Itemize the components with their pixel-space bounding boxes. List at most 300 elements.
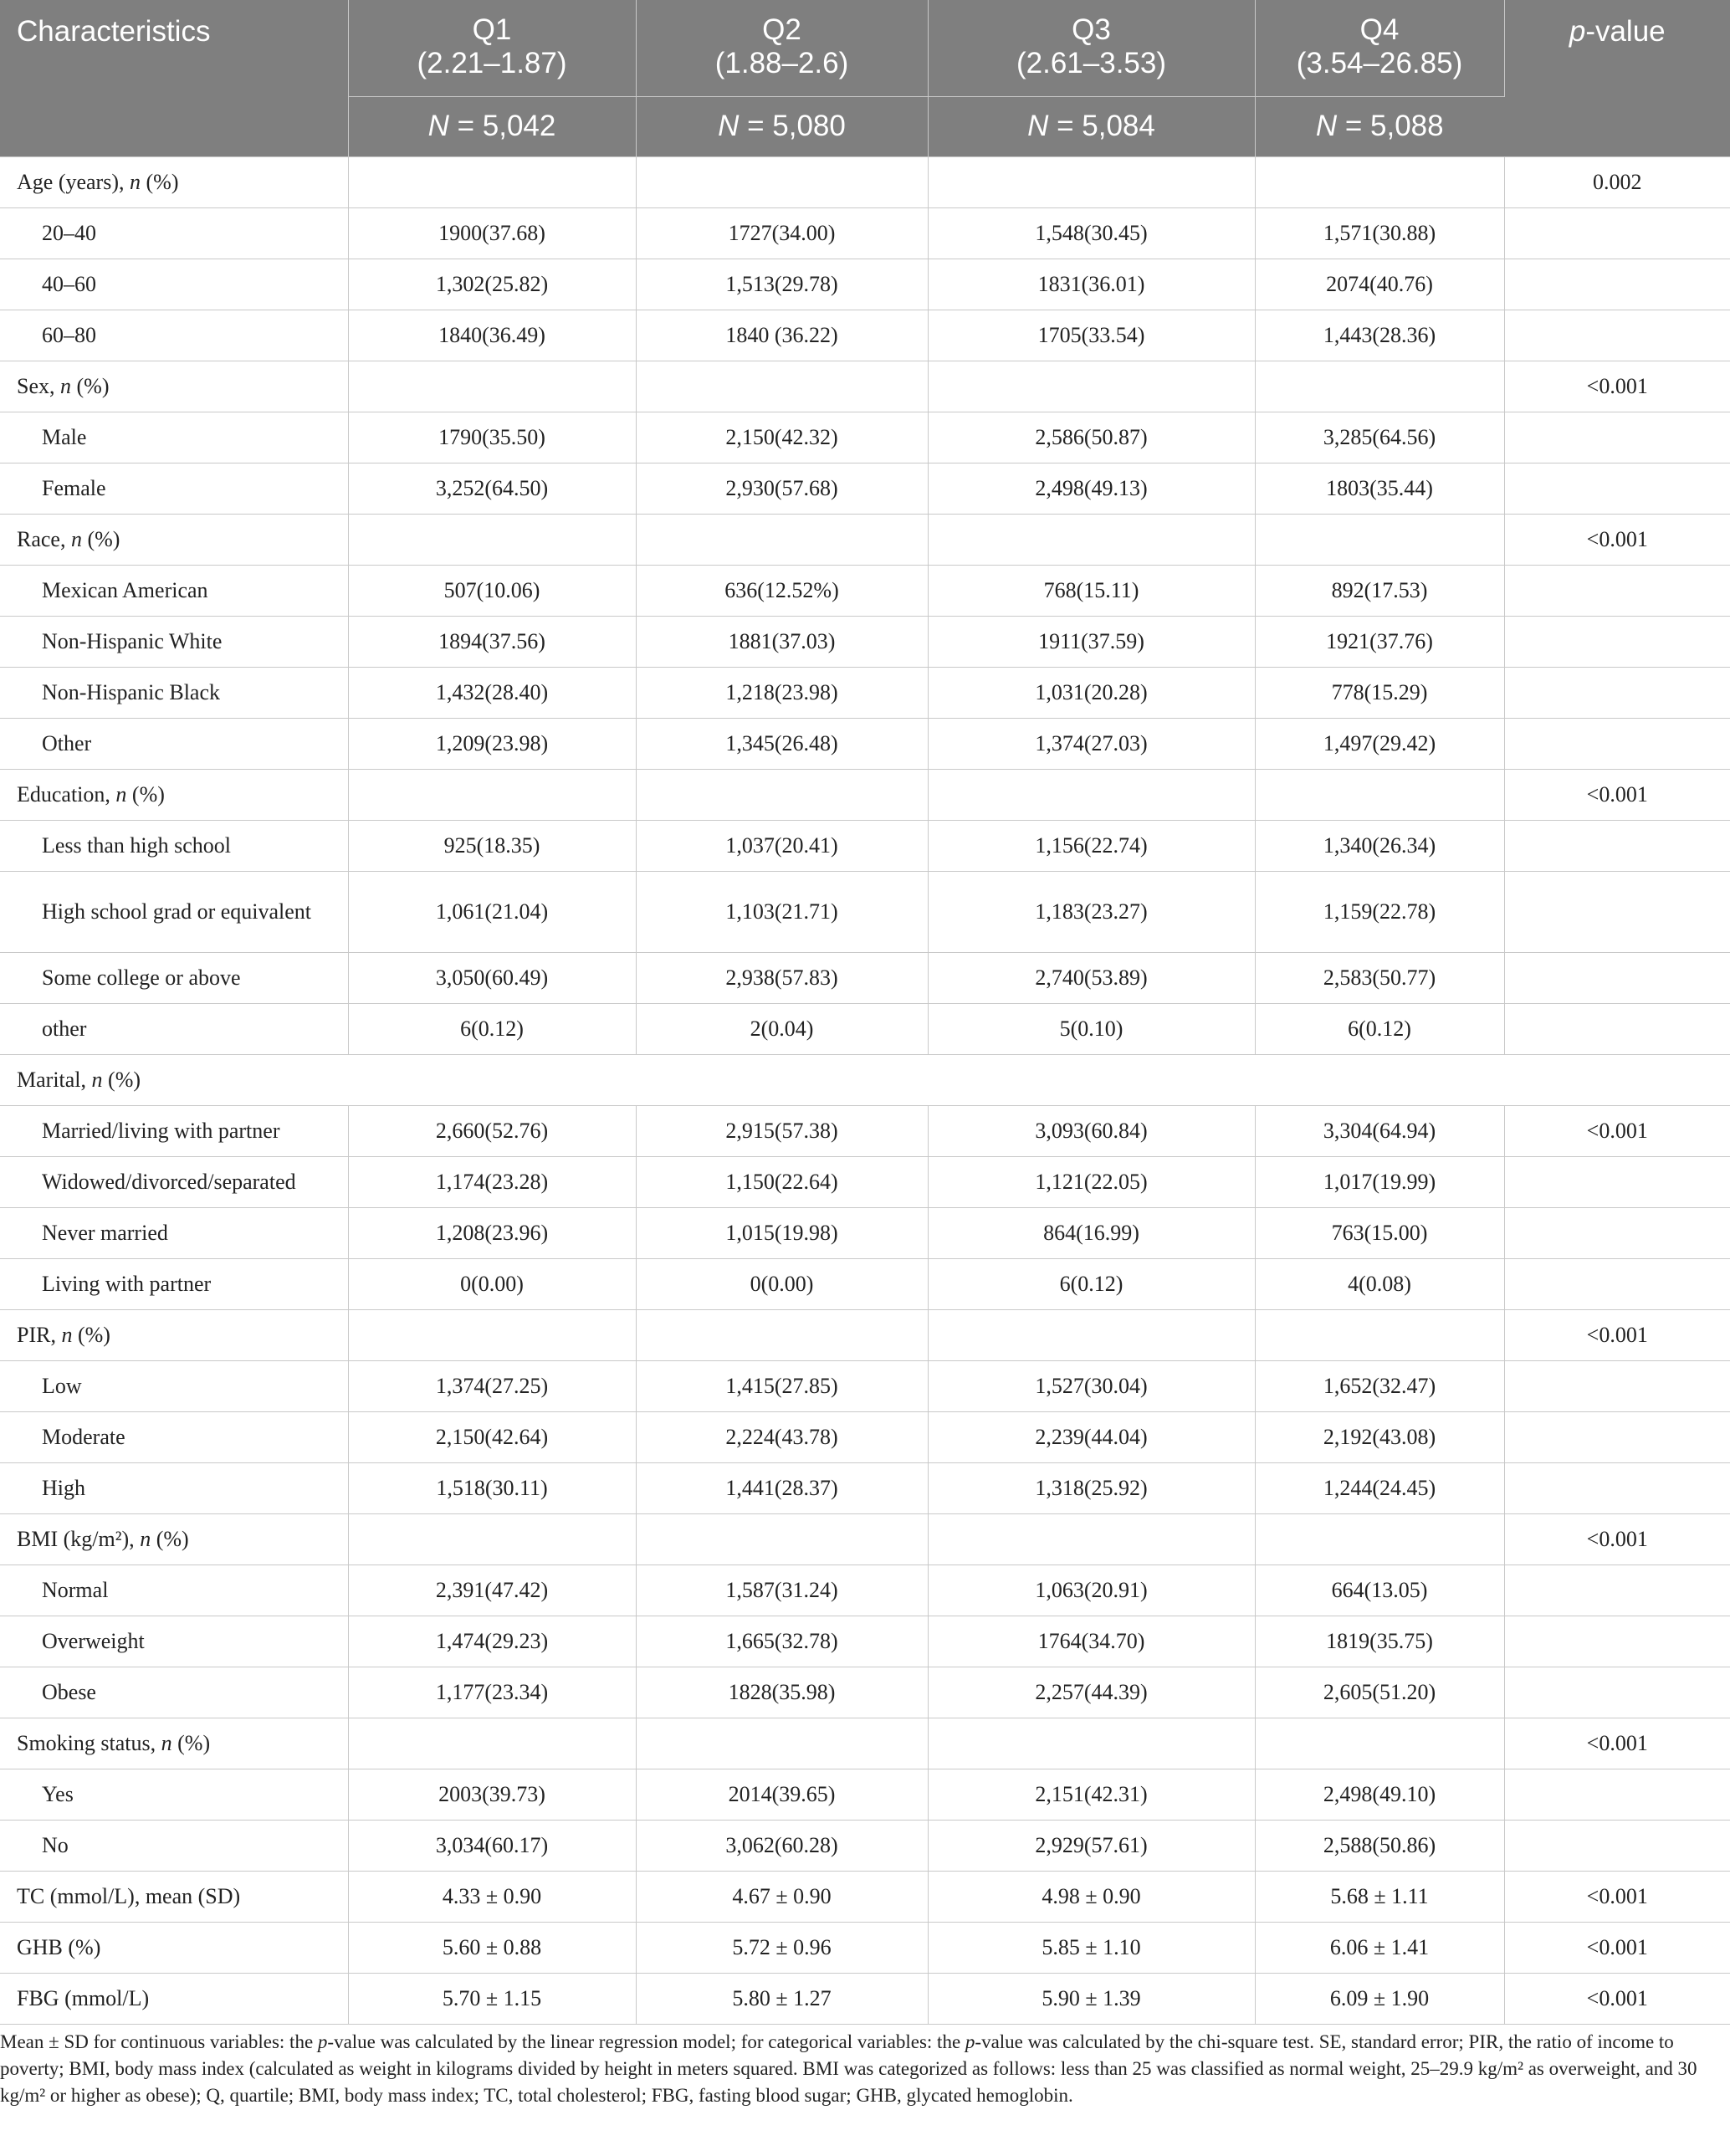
value-cell-q1: 2,391(47.42) <box>348 1565 636 1616</box>
table-row <box>0 1718 1730 1769</box>
value-cell-q2 <box>636 361 928 412</box>
table-row <box>0 1565 1730 1616</box>
row-label: Widowed/divorced/separated <box>42 1169 296 1194</box>
row-label-italic: n <box>70 526 82 551</box>
value-cell-q3: 1,548(30.45) <box>928 207 1255 259</box>
pvalue-cell <box>1504 1820 1730 1871</box>
value-cell-q4: 1921(37.76) <box>1255 616 1504 667</box>
value-cell-q3: 864(16.99) <box>928 1207 1255 1258</box>
row-label: Age (years), <box>17 169 130 194</box>
value-cell-q4: 1,443(28.36) <box>1255 310 1504 361</box>
value-cell-q3 <box>928 769 1255 820</box>
row-label-cell <box>0 1054 1730 1105</box>
value-cell-q2: 1,218(23.98) <box>636 667 928 718</box>
row-label-cell <box>0 1973 348 2024</box>
pvalue-cell <box>1504 310 1730 361</box>
value-cell-q4: 1,571(30.88) <box>1255 207 1504 259</box>
header-q1-range: (2.21–1.87) <box>417 47 567 79</box>
row-label-cell <box>0 1513 348 1565</box>
table-row <box>0 1513 1730 1565</box>
value-cell-q4 <box>1255 769 1504 820</box>
value-cell-q3: 768(15.11) <box>928 565 1255 616</box>
pvalue-cell: <0.001 <box>1504 1718 1730 1769</box>
table-row <box>0 1411 1730 1462</box>
table-row <box>0 361 1730 412</box>
row-label-cell <box>0 1003 348 1054</box>
value-cell-q3: 2,257(44.39) <box>928 1667 1255 1718</box>
value-cell-q3: 4.98 ± 0.90 <box>928 1871 1255 1922</box>
header-q2-n <box>636 96 928 156</box>
value-cell-q1: 2003(39.73) <box>348 1769 636 1820</box>
row-label: High <box>42 1475 85 1500</box>
row-label-cell <box>0 820 348 871</box>
value-cell-q2: 1,037(20.41) <box>636 820 928 871</box>
table-row <box>0 310 1730 361</box>
value-cell-q4 <box>1255 156 1504 207</box>
header-q1-n <box>348 96 636 156</box>
row-label-italic: n <box>161 1730 172 1755</box>
value-cell-q3: 1831(36.01) <box>928 259 1255 310</box>
row-label: TC (mmol/L), mean (SD) <box>17 1883 241 1908</box>
row-label: Sex, <box>17 373 60 398</box>
pvalue-cell <box>1504 1462 1730 1513</box>
value-cell-q1: 1900(37.68) <box>348 207 636 259</box>
footnote-italic2: p <box>965 2031 975 2052</box>
table-row <box>0 412 1730 463</box>
value-cell-q2: 1881(37.03) <box>636 616 928 667</box>
value-cell-q4: 2,588(50.86) <box>1255 1820 1504 1871</box>
value-cell-q2: 2,938(57.83) <box>636 952 928 1003</box>
value-cell-q3: 1,527(30.04) <box>928 1360 1255 1411</box>
row-label-cell <box>0 565 348 616</box>
row-label-cell <box>0 1871 348 1922</box>
pvalue-cell <box>1504 1207 1730 1258</box>
pvalue-cell <box>1504 1565 1730 1616</box>
row-label-cell <box>0 1156 348 1207</box>
table-body <box>0 156 1730 2024</box>
value-cell-q4: 1,017(19.99) <box>1255 1156 1504 1207</box>
row-label: FBG (mmol/L) <box>17 1985 150 2010</box>
row-label-cell <box>0 1769 348 1820</box>
value-cell-q1 <box>348 1309 636 1360</box>
value-cell-q2: 1,150(22.64) <box>636 1156 928 1207</box>
table-row <box>0 1258 1730 1309</box>
value-cell-q1: 1,208(23.96) <box>348 1207 636 1258</box>
pvalue-cell <box>1504 1769 1730 1820</box>
pvalue-cell: <0.001 <box>1504 1973 1730 2024</box>
row-label: High school grad or equivalent <box>42 899 312 924</box>
row-label-cell <box>0 871 348 952</box>
value-cell-q2: 1,441(28.37) <box>636 1462 928 1513</box>
value-cell-q3: 1,031(20.28) <box>928 667 1255 718</box>
value-cell-q4: 1819(35.75) <box>1255 1616 1504 1667</box>
value-cell-q3: 1,183(23.27) <box>928 871 1255 952</box>
header-pvalue <box>1504 0 1730 156</box>
value-cell-q2: 1,587(31.24) <box>636 1565 928 1616</box>
value-cell-q3: 1,156(22.74) <box>928 820 1255 871</box>
value-cell-q4: 778(15.29) <box>1255 667 1504 718</box>
header-q3-range: (2.61–3.53) <box>1016 47 1167 79</box>
row-label: Overweight <box>42 1628 145 1653</box>
value-cell-q1: 1894(37.56) <box>348 616 636 667</box>
pvalue-cell: <0.001 <box>1504 514 1730 565</box>
value-cell-q4: 1,340(26.34) <box>1255 820 1504 871</box>
value-cell-q3: 1764(34.70) <box>928 1616 1255 1667</box>
row-label: Non-Hispanic White <box>42 628 223 653</box>
table-row <box>0 769 1730 820</box>
row-label-italic: n <box>60 373 71 398</box>
row-label-italic: n <box>130 169 141 194</box>
value-cell-q2: 1828(35.98) <box>636 1667 928 1718</box>
header-q2-name: Q2 <box>762 13 801 46</box>
row-label-italic: n <box>91 1067 103 1092</box>
value-cell-q4 <box>1255 361 1504 412</box>
footnote-italic1: p <box>317 2031 328 2052</box>
header-q3-n-value: = 5,084 <box>1048 109 1155 142</box>
header-pvalue-rest: -value <box>1585 15 1666 48</box>
value-cell-q3: 2,151(42.31) <box>928 1769 1255 1820</box>
value-cell-q2: 1,345(26.48) <box>636 718 928 769</box>
header-q4-n-label: N <box>1315 109 1338 142</box>
value-cell-q4: 3,304(64.94) <box>1255 1105 1504 1156</box>
value-cell-q1: 1790(35.50) <box>348 412 636 463</box>
value-cell-q4: 763(15.00) <box>1255 1207 1504 1258</box>
row-label-cell <box>0 1105 348 1156</box>
table-row <box>0 259 1730 310</box>
pvalue-cell <box>1504 1411 1730 1462</box>
value-cell-q3: 3,093(60.84) <box>928 1105 1255 1156</box>
value-cell-q4: 2,192(43.08) <box>1255 1411 1504 1462</box>
value-cell-q2 <box>636 1718 928 1769</box>
value-cell-q4: 2,498(49.10) <box>1255 1769 1504 1820</box>
header-q3-n-label: N <box>1027 109 1049 142</box>
pvalue-cell <box>1504 412 1730 463</box>
header-q4-n-value: = 5,088 <box>1337 109 1444 142</box>
row-label: Moderate <box>42 1424 125 1449</box>
value-cell-q1: 1,061(21.04) <box>348 871 636 952</box>
table-row <box>0 1769 1730 1820</box>
row-label-cell <box>0 156 348 207</box>
header-q3-n <box>928 96 1255 156</box>
value-cell-q1: 0(0.00) <box>348 1258 636 1309</box>
value-cell-q2: 5.72 ± 0.96 <box>636 1922 928 1973</box>
table-row <box>0 156 1730 207</box>
value-cell-q3: 1,318(25.92) <box>928 1462 1255 1513</box>
row-label: BMI (kg/m²), <box>17 1526 141 1551</box>
table-row <box>0 1871 1730 1922</box>
table-row <box>0 1156 1730 1207</box>
pvalue-cell <box>1504 1360 1730 1411</box>
value-cell-q1: 925(18.35) <box>348 820 636 871</box>
value-cell-q3 <box>928 361 1255 412</box>
value-cell-q2: 1,415(27.85) <box>636 1360 928 1411</box>
row-label: No <box>42 1832 69 1857</box>
value-cell-q4 <box>1255 1309 1504 1360</box>
pvalue-cell <box>1504 1003 1730 1054</box>
value-cell-q2 <box>636 1309 928 1360</box>
pvalue-cell <box>1504 952 1730 1003</box>
row-label-cell <box>0 769 348 820</box>
row-label-tail: (%) <box>81 526 120 551</box>
row-label-cell <box>0 463 348 514</box>
row-label: Marital, <box>17 1067 92 1092</box>
value-cell-q1 <box>348 769 636 820</box>
row-label-tail: (%) <box>171 1730 211 1755</box>
value-cell-q2 <box>636 156 928 207</box>
row-label-cell <box>0 259 348 310</box>
row-label-italic: n <box>140 1526 151 1551</box>
row-label-italic: n <box>115 781 127 807</box>
pvalue-cell: <0.001 <box>1504 1105 1730 1156</box>
value-cell-q4 <box>1255 514 1504 565</box>
row-label-cell <box>0 1616 348 1667</box>
value-cell-q4: 1803(35.44) <box>1255 463 1504 514</box>
value-cell-q4: 2,605(51.20) <box>1255 1667 1504 1718</box>
value-cell-q2: 1,513(29.78) <box>636 259 928 310</box>
pvalue-cell: <0.001 <box>1504 1922 1730 1973</box>
value-cell-q3 <box>928 156 1255 207</box>
value-cell-q2: 1,103(21.71) <box>636 871 928 952</box>
value-cell-q1: 507(10.06) <box>348 565 636 616</box>
row-label: Race, <box>17 526 71 551</box>
row-label-italic: n <box>61 1322 73 1347</box>
table-row <box>0 871 1730 952</box>
pvalue-cell: <0.001 <box>1504 1513 1730 1565</box>
value-cell-q3: 5(0.10) <box>928 1003 1255 1054</box>
value-cell-q1: 2,150(42.64) <box>348 1411 636 1462</box>
row-label: Male <box>42 424 87 449</box>
value-cell-q1 <box>348 156 636 207</box>
header-characteristics <box>0 0 348 156</box>
value-cell-q4: 6.09 ± 1.90 <box>1255 1973 1504 2024</box>
table-row <box>0 1820 1730 1871</box>
table-row <box>0 463 1730 514</box>
value-cell-q3 <box>928 514 1255 565</box>
value-cell-q3: 1,374(27.03) <box>928 718 1255 769</box>
row-label: 40–60 <box>42 271 96 296</box>
header-q4-range: (3.54–26.85) <box>1296 47 1463 79</box>
value-cell-q4 <box>1255 1718 1504 1769</box>
pvalue-cell <box>1504 1616 1730 1667</box>
header-q1-n-value: = 5,042 <box>448 109 556 142</box>
value-cell-q2: 4.67 ± 0.90 <box>636 1871 928 1922</box>
table-row <box>0 718 1730 769</box>
row-label: Married/living with partner <box>42 1118 280 1143</box>
pvalue-cell <box>1504 1156 1730 1207</box>
value-cell-q2: 2(0.04) <box>636 1003 928 1054</box>
row-label-cell <box>0 1718 348 1769</box>
header-q2 <box>636 0 928 96</box>
footnote-part1: Mean ± SD for continuous variables: the <box>0 2031 318 2052</box>
pvalue-cell <box>1504 616 1730 667</box>
row-label-tail: (%) <box>151 1526 189 1551</box>
pvalue-cell: <0.001 <box>1504 1309 1730 1360</box>
row-label-cell <box>0 1565 348 1616</box>
table-row <box>0 1616 1730 1667</box>
value-cell-q4: 3,285(64.56) <box>1255 412 1504 463</box>
table-footnote <box>0 2029 1723 2109</box>
value-cell-q3: 1705(33.54) <box>928 310 1255 361</box>
pvalue-cell <box>1504 820 1730 871</box>
pvalue-cell <box>1504 565 1730 616</box>
value-cell-q1: 1,474(29.23) <box>348 1616 636 1667</box>
row-label: GHB (%) <box>17 1934 101 1959</box>
header-q4-name: Q4 <box>1359 13 1400 46</box>
pvalue-cell <box>1504 871 1730 952</box>
value-cell-q4: 5.68 ± 1.11 <box>1255 1871 1504 1922</box>
header-q1-name: Q1 <box>472 13 512 46</box>
row-label: Normal <box>42 1577 109 1602</box>
row-label: Living with partner <box>42 1271 212 1296</box>
table-row <box>0 1003 1730 1054</box>
table-header <box>0 0 1730 156</box>
row-label: Mexican American <box>42 577 208 602</box>
table-row <box>0 1105 1730 1156</box>
pvalue-cell <box>1504 259 1730 310</box>
value-cell-q1 <box>348 1513 636 1565</box>
value-cell-q2: 1727(34.00) <box>636 207 928 259</box>
row-label: other <box>42 1016 87 1041</box>
value-cell-q1: 3,252(64.50) <box>348 463 636 514</box>
header-q2-range: (1.88–2.6) <box>714 47 849 79</box>
row-label-cell <box>0 514 348 565</box>
value-cell-q4 <box>1255 1513 1504 1565</box>
row-label-cell <box>0 310 348 361</box>
row-label-cell <box>0 1411 348 1462</box>
header-q3 <box>928 0 1255 96</box>
row-label-cell <box>0 207 348 259</box>
pvalue-cell: <0.001 <box>1504 1871 1730 1922</box>
value-cell-q3: 1,063(20.91) <box>928 1565 1255 1616</box>
row-label-cell <box>0 616 348 667</box>
pvalue-cell: <0.001 <box>1504 361 1730 412</box>
table-row <box>0 1309 1730 1360</box>
value-cell-q1 <box>348 514 636 565</box>
row-label: PIR, <box>17 1322 62 1347</box>
footnote-part2: -value was calculated by the linear regression model; for categorical variables: the <box>327 2031 965 2052</box>
pvalue-cell: <0.001 <box>1504 769 1730 820</box>
row-label: Less than high school <box>42 832 232 858</box>
pvalue-cell <box>1504 667 1730 718</box>
row-label-tail: (%) <box>102 1067 141 1092</box>
row-label-cell <box>0 1258 348 1309</box>
table-row <box>0 1922 1730 1973</box>
row-label-cell <box>0 1360 348 1411</box>
value-cell-q3: 2,239(44.04) <box>928 1411 1255 1462</box>
value-cell-q4: 4(0.08) <box>1255 1258 1504 1309</box>
footnote-part3: -value was calculated by the chi-square test. SE, standard error; PIR, the ratio of income to poverty; BMI, body mass index (calculated as weight in kilograms divided by height in meters squared. BMI was categorized as follows: less than 25 was classified as normal weight, 25–29.9 kg/m² as overweight, and 30 kg/m² or higher as obese); Q, quartile; BMI, body mass index; TC, total cholesterol; FBG, fasting blood sugar; GHB, glycated hemoglobin. <box>0 2031 1697 2106</box>
value-cell-q1: 6(0.12) <box>348 1003 636 1054</box>
value-cell-q1: 5.60 ± 0.88 <box>348 1922 636 1973</box>
row-label-tail: (%) <box>126 781 165 807</box>
header-q4 <box>1255 0 1504 96</box>
value-cell-q1: 3,034(60.17) <box>348 1820 636 1871</box>
value-cell-q3 <box>928 1513 1255 1565</box>
value-cell-q2: 1840 (36.22) <box>636 310 928 361</box>
value-cell-q1 <box>348 1718 636 1769</box>
value-cell-q1: 1,174(23.28) <box>348 1156 636 1207</box>
row-label: Other <box>42 730 92 755</box>
row-label-cell <box>0 667 348 718</box>
table-row <box>0 1360 1730 1411</box>
header-q2-n-value: = 5,080 <box>739 109 846 142</box>
row-label-cell <box>0 1667 348 1718</box>
value-cell-q1: 3,050(60.49) <box>348 952 636 1003</box>
value-cell-q3: 2,586(50.87) <box>928 412 1255 463</box>
row-label: Never married <box>42 1220 168 1245</box>
value-cell-q4: 1,497(29.42) <box>1255 718 1504 769</box>
value-cell-q2: 2,224(43.78) <box>636 1411 928 1462</box>
value-cell-q1: 1840(36.49) <box>348 310 636 361</box>
value-cell-q1: 1,518(30.11) <box>348 1462 636 1513</box>
table-row <box>0 565 1730 616</box>
value-cell-q2: 2,930(57.68) <box>636 463 928 514</box>
value-cell-q3: 1,121(22.05) <box>928 1156 1255 1207</box>
pvalue-cell <box>1504 463 1730 514</box>
value-cell-q4: 1,159(22.78) <box>1255 871 1504 952</box>
row-label: 60–80 <box>42 322 96 347</box>
pvalue-cell <box>1504 1258 1730 1309</box>
row-label-cell <box>0 1207 348 1258</box>
row-label: Low <box>42 1373 82 1398</box>
value-cell-q2 <box>636 514 928 565</box>
row-label-cell <box>0 361 348 412</box>
pvalue-cell <box>1504 718 1730 769</box>
row-label-cell <box>0 718 348 769</box>
row-label: Obese <box>42 1679 96 1704</box>
value-cell-q3: 1911(37.59) <box>928 616 1255 667</box>
value-cell-q4: 664(13.05) <box>1255 1565 1504 1616</box>
row-label-cell <box>0 412 348 463</box>
header-q4-n <box>1255 96 1504 156</box>
value-cell-q1: 4.33 ± 0.90 <box>348 1871 636 1922</box>
value-cell-q3 <box>928 1718 1255 1769</box>
row-label-cell <box>0 1922 348 1973</box>
pvalue-cell <box>1504 207 1730 259</box>
row-label-tail: (%) <box>71 373 110 398</box>
value-cell-q2: 5.80 ± 1.27 <box>636 1973 928 2024</box>
value-cell-q2: 2014(39.65) <box>636 1769 928 1820</box>
value-cell-q4: 6.06 ± 1.41 <box>1255 1922 1504 1973</box>
value-cell-q3: 6(0.12) <box>928 1258 1255 1309</box>
value-cell-q2: 1,665(32.78) <box>636 1616 928 1667</box>
value-cell-q3: 5.85 ± 1.10 <box>928 1922 1255 1973</box>
table-row <box>0 1667 1730 1718</box>
row-label-cell <box>0 1820 348 1871</box>
value-cell-q2: 1,015(19.98) <box>636 1207 928 1258</box>
table-row <box>0 667 1730 718</box>
table-row <box>0 820 1730 871</box>
table-row <box>0 1054 1730 1105</box>
value-cell-q3 <box>928 1309 1255 1360</box>
table-row <box>0 1462 1730 1513</box>
table-row <box>0 1207 1730 1258</box>
row-label: Some college or above <box>42 965 241 990</box>
row-label: Female <box>42 475 106 500</box>
pvalue-cell <box>1504 1667 1730 1718</box>
table-row <box>0 952 1730 1003</box>
value-cell-q2 <box>636 1513 928 1565</box>
row-label: Non-Hispanic Black <box>42 679 221 704</box>
value-cell-q1: 1,302(25.82) <box>348 259 636 310</box>
value-cell-q3: 2,740(53.89) <box>928 952 1255 1003</box>
header-q1 <box>348 0 636 96</box>
value-cell-q3: 2,498(49.13) <box>928 463 1255 514</box>
table-row <box>0 207 1730 259</box>
value-cell-q2: 3,062(60.28) <box>636 1820 928 1871</box>
value-cell-q1: 1,209(23.98) <box>348 718 636 769</box>
header-q2-n-label: N <box>718 109 740 142</box>
